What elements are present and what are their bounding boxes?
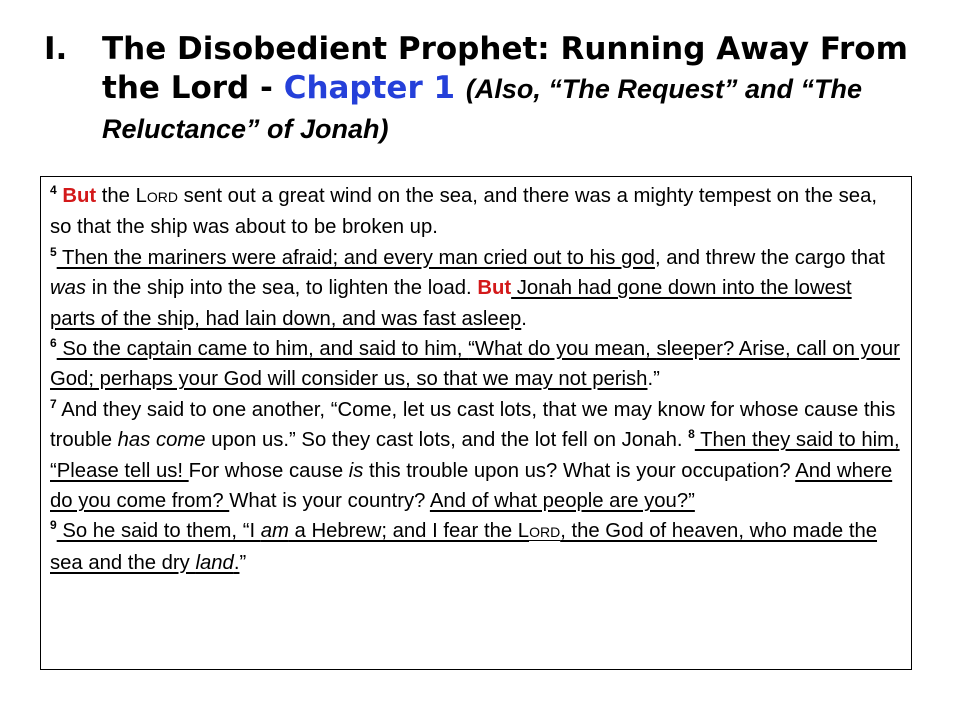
verse-8-underlined-1: Then they said to him, “Please tell us!: [50, 429, 900, 482]
verse-8-text-c: What is your country?: [229, 490, 430, 513]
heading-number: I.: [44, 31, 68, 67]
verse-9-underlined-4: .: [233, 551, 240, 574]
verse-8-underlined-2: And where do you come from?: [50, 459, 893, 513]
scripture-text: [50, 181, 901, 578]
verse-9-lord: ORD: [529, 524, 561, 541]
scripture-box: [40, 176, 912, 670]
verse-9-italic-am: am: [260, 520, 289, 543]
verse-number-6: 6: [50, 336, 57, 351]
heading-title-main: The Disobedient Prophet: Running Away From the Lord -: [102, 31, 908, 106]
verse-9-underlined-3: , the God of heaven, who made the sea and the dry: [50, 520, 878, 574]
heading-also: (Also, “The Request” and “The Reluctance” of Jonah): [102, 74, 862, 144]
verse-6-text-a: “What do you mean,: [468, 338, 657, 361]
verse-7-text-b: upon us.” So they cast lots, and the lot fell on Jonah.: [205, 429, 689, 452]
verse-number-8: 8: [688, 427, 695, 442]
verse-6-end: .”: [647, 368, 660, 391]
verse-9-italic-land: land: [195, 551, 234, 574]
verse-5-text-b: in the ship into the sea, to lighten the load.: [86, 277, 478, 300]
verse-number-5: 5: [50, 244, 57, 259]
heading-title: [102, 30, 924, 149]
verse-9-end: ”: [239, 551, 247, 574]
verse-5-italic-was: was: [50, 277, 87, 300]
verse-7-italic-has-come: has come: [117, 429, 206, 452]
verse-4-lord: ORD: [146, 189, 178, 205]
verse-8-text-a: For whose cause: [188, 459, 349, 482]
slide-heading: [44, 30, 924, 149]
verse-5-end: .: [521, 307, 527, 330]
verse-7-text-a: And they said to one another, “Come, let us cast lots, that we may know for whose cause this trouble: [50, 398, 896, 452]
verse-8-underlined-3: And of what people are you?”: [429, 490, 695, 513]
verse-6-underlined-1: So the captain came to him, and said to him,: [56, 338, 469, 361]
verse-4-text-a: the L: [96, 185, 147, 207]
verse-number-4: 4: [50, 183, 57, 197]
verse-8-italic-is: is: [348, 459, 364, 482]
heading-chapter: Chapter 1: [283, 70, 456, 106]
verse-5-underlined-2: Jonah had gone down into the lowest parts of the ship, had lain down, and was fast asleep: [50, 277, 852, 330]
verse-4-text-b: sent out a great wind on the sea, and there was a mighty tempest on the sea, so that the ship was about to be broken up.: [50, 185, 877, 239]
verse-number-7: 7: [50, 396, 57, 411]
verse-5-text-a: , and threw the cargo that: [654, 246, 885, 269]
verse-6-underlined-2: sleeper? Arise, call on your God; perhaps your God will consider us, so that we may not perish: [50, 338, 900, 391]
emphasis-but: But: [62, 185, 97, 207]
verse-number-9: 9: [50, 518, 57, 533]
verse-9-underlined-2: a Hebrew; and I fear the L: [288, 520, 530, 543]
emphasis-but-2: But: [477, 277, 512, 300]
verse-5-underlined-1: Then the mariners were afraid; and every man cried out to his god: [56, 246, 655, 269]
verse-9-underlined-1: So he said to them, “I: [56, 520, 261, 543]
verse-8-text-b: this trouble upon us? What is your occupation?: [363, 459, 796, 482]
